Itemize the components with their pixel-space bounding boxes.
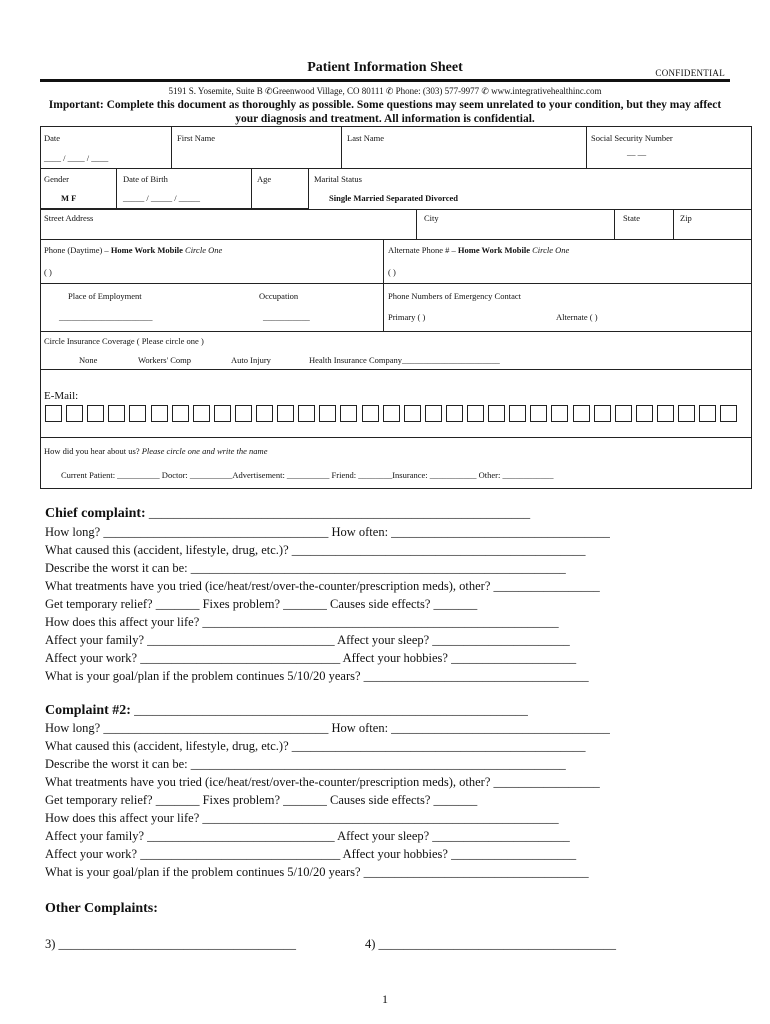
complaint2-blank: _______________________________________________________________ bbox=[130, 703, 528, 717]
email-char-box[interactable] bbox=[594, 405, 611, 422]
referral-label: How did you hear about us? bbox=[44, 446, 140, 456]
email-char-box[interactable] bbox=[404, 405, 421, 422]
email-char-box[interactable] bbox=[615, 405, 632, 422]
ssn-cell[interactable] bbox=[587, 127, 751, 169]
email-char-box[interactable] bbox=[340, 405, 357, 422]
marital-label: Marital Status bbox=[314, 174, 362, 184]
complaint-question-line[interactable]: What is your goal/plan if the problem continues 5/10/20 years? ____________________________________ bbox=[45, 865, 589, 879]
first-name-label: First Name bbox=[177, 133, 216, 143]
city-cell[interactable] bbox=[417, 209, 615, 240]
email-char-box[interactable] bbox=[87, 405, 104, 422]
confidential-label: CONFIDENTIAL bbox=[655, 68, 725, 78]
complaint-question-line[interactable]: Affect your family? ______________________________ Affect your sleep? ______________________ bbox=[45, 829, 570, 843]
alt-phone-label: Alternate Phone # – bbox=[388, 245, 456, 255]
email-char-box[interactable] bbox=[214, 405, 231, 422]
chief-complaint-heading: Chief complaint: bbox=[45, 506, 146, 521]
email-char-box[interactable] bbox=[636, 405, 653, 422]
alt-phone-paren: ( ) bbox=[388, 267, 396, 277]
alt-phone-options[interactable]: Home Work Mobile bbox=[457, 245, 530, 255]
last-name-label: Last Name bbox=[347, 133, 385, 143]
employer-blank: ______________________ bbox=[59, 312, 153, 322]
gender-label: Gender bbox=[44, 174, 70, 184]
dob-cell[interactable] bbox=[117, 169, 252, 209]
email-char-box[interactable] bbox=[66, 405, 83, 422]
complaint-question-line[interactable]: How does this affect your life? _________________________________________________________ bbox=[45, 811, 559, 825]
street-cell[interactable] bbox=[41, 209, 417, 240]
complaint-question-line[interactable]: Affect your work? ________________________________ Affect your hobbies? ____________________ bbox=[45, 651, 577, 665]
date-blank: ____ / ____ / ____ bbox=[44, 153, 109, 163]
zip-label: Zip bbox=[680, 213, 692, 223]
insurance-auto-injury[interactable]: Auto Injury bbox=[231, 355, 271, 365]
date-cell[interactable] bbox=[41, 127, 172, 169]
complaint-question-line[interactable]: How long? ____________________________________ How often: ___________________________________ bbox=[45, 525, 610, 539]
phone-daytime-paren: ( ) bbox=[44, 267, 52, 277]
complaint-question-line[interactable]: What caused this (accident, lifestyle, drug, etc.)? _______________________________________________ bbox=[45, 739, 586, 753]
complaint-question-line[interactable]: What treatments have you tried (ice/heat/rest/over-the-counter/prescription meds), other? _________________ bbox=[45, 579, 600, 593]
phone-daytime-options[interactable]: Home Work Mobile bbox=[110, 245, 183, 255]
email-char-box[interactable] bbox=[256, 405, 273, 422]
dob-blank: _____ / _____ / _____ bbox=[123, 193, 200, 203]
occupation-label: Occupation bbox=[259, 291, 299, 301]
marital-cell[interactable] bbox=[309, 169, 751, 209]
ssn-blank: __ __ bbox=[627, 147, 647, 157]
emergency-primary: Primary ( ) bbox=[388, 312, 426, 322]
patient-form-grid bbox=[40, 126, 752, 489]
complaint-question-line[interactable]: How long? ____________________________________ How often: ___________________________________ bbox=[45, 721, 610, 735]
email-char-box[interactable] bbox=[235, 405, 252, 422]
age-label: Age bbox=[257, 174, 272, 184]
email-char-box[interactable] bbox=[277, 405, 294, 422]
email-char-box[interactable] bbox=[467, 405, 484, 422]
chief-complaint-heading-row[interactable] bbox=[45, 506, 530, 522]
email-char-box[interactable] bbox=[551, 405, 568, 422]
chief-complaint-blank: _____________________________________________________________ bbox=[145, 506, 531, 520]
email-char-box[interactable] bbox=[362, 405, 379, 422]
complaint2-heading-row[interactable] bbox=[45, 703, 528, 719]
email-char-box[interactable] bbox=[193, 405, 210, 422]
complaint-question-line[interactable]: Get temporary relief? _______ Fixes problem? _______ Causes side effects? _______ bbox=[45, 597, 478, 611]
email-label: E-Mail: bbox=[44, 390, 79, 402]
last-name-cell[interactable] bbox=[342, 127, 587, 169]
email-char-box[interactable] bbox=[45, 405, 62, 422]
employer-label: Place of Employment bbox=[68, 291, 142, 301]
referral-options[interactable]: Current Patient: __________ Doctor: __________Advertisement: __________ Friend: ________Insurance: ___________ Other: ____________ bbox=[61, 470, 554, 480]
email-char-box[interactable] bbox=[678, 405, 695, 422]
complaint-question-line[interactable]: Affect your family? ______________________________ Affect your sleep? ______________________ bbox=[45, 633, 570, 647]
email-char-box[interactable] bbox=[425, 405, 442, 422]
email-char-box[interactable] bbox=[172, 405, 189, 422]
emergency-alternate: Alternate ( ) bbox=[556, 312, 598, 322]
email-char-box[interactable] bbox=[573, 405, 590, 422]
other-complaint-4[interactable]: 4) ______________________________________ bbox=[365, 937, 617, 951]
email-char-box[interactable] bbox=[509, 405, 526, 422]
email-char-box[interactable] bbox=[151, 405, 168, 422]
complaint-question-line[interactable]: What is your goal/plan if the problem continues 5/10/20 years? ____________________________________ bbox=[45, 669, 589, 683]
complaint-question-line[interactable]: Describe the worst it can be: ____________________________________________________________ bbox=[45, 757, 566, 771]
insurance-label: Circle Insurance Coverage ( Please circle one ) bbox=[44, 336, 204, 346]
insurance-health[interactable]: Health Insurance Company_______________________ bbox=[309, 355, 500, 365]
alt-phone-circle-one: Circle One bbox=[532, 245, 570, 255]
email-char-box[interactable] bbox=[699, 405, 716, 422]
email-char-box[interactable] bbox=[530, 405, 547, 422]
email-char-box[interactable] bbox=[383, 405, 400, 422]
insurance-workers-comp[interactable]: Workers' Comp bbox=[138, 355, 192, 365]
email-char-box[interactable] bbox=[720, 405, 737, 422]
email-char-box[interactable] bbox=[657, 405, 674, 422]
zip-cell[interactable] bbox=[674, 209, 751, 240]
complaint-question-line[interactable]: Get temporary relief? _______ Fixes problem? _______ Causes side effects? _______ bbox=[45, 793, 478, 807]
state-label: State bbox=[623, 213, 640, 223]
date-label: Date bbox=[44, 133, 61, 143]
insurance-none[interactable]: None bbox=[79, 355, 98, 365]
complaint-question-line[interactable]: How does this affect your life? _________________________________________________________ bbox=[45, 615, 559, 629]
marital-options[interactable]: Single Married Separated Divorced bbox=[329, 193, 458, 203]
complaint-question-line[interactable]: Affect your work? ________________________________ Affect your hobbies? ____________________ bbox=[45, 847, 577, 861]
complaint-question-line[interactable]: What caused this (accident, lifestyle, drug, etc.)? _______________________________________________ bbox=[45, 543, 586, 557]
page-number: 1 bbox=[382, 992, 388, 1006]
emergency-cell[interactable] bbox=[384, 284, 751, 332]
complaint-question-line[interactable]: What treatments have you tried (ice/heat/rest/over-the-counter/prescription meds), other? _________________ bbox=[45, 775, 600, 789]
referral-cell[interactable] bbox=[41, 438, 751, 488]
ssn-label: Social Security Number bbox=[591, 133, 673, 143]
email-char-box[interactable] bbox=[446, 405, 463, 422]
header-rule bbox=[40, 79, 730, 82]
email-boxes[interactable] bbox=[45, 405, 745, 422]
dob-label: Date of Birth bbox=[123, 174, 168, 184]
email-char-box[interactable] bbox=[108, 405, 125, 422]
street-label: Street Address bbox=[44, 213, 94, 223]
employment-cell[interactable] bbox=[41, 284, 384, 332]
other-complaints-heading: Other Complaints: bbox=[45, 901, 158, 916]
gender-options[interactable]: M F bbox=[61, 193, 77, 203]
clinic-address: 5191 S. Yosemite, Suite B ✆Greenwood Village, CO 80111 ✆ Phone: (303) 577-9977 ✆ www.integrativehealthinc.com bbox=[168, 86, 602, 96]
occupation-blank: ___________ bbox=[263, 312, 310, 322]
important-notice: Important: Complete this document as thoroughly as possible. Some questions may seem unrelated to your condition, but they may affect your diagnosis and treatment. All information is confidential. bbox=[48, 99, 722, 125]
other-complaint-3[interactable]: 3) ______________________________________ bbox=[45, 937, 297, 951]
insurance-cell[interactable] bbox=[41, 332, 751, 370]
age-cell[interactable] bbox=[252, 169, 309, 209]
complaint-question-line[interactable]: Describe the worst it can be: ____________________________________________________________ bbox=[45, 561, 566, 575]
phone-daytime-cell[interactable] bbox=[41, 240, 384, 284]
emergency-label: Phone Numbers of Emergency Contact bbox=[388, 291, 521, 301]
email-char-box[interactable] bbox=[488, 405, 505, 422]
email-char-box[interactable] bbox=[298, 405, 315, 422]
email-cell[interactable] bbox=[41, 370, 751, 438]
email-char-box[interactable] bbox=[129, 405, 146, 422]
email-char-box[interactable] bbox=[319, 405, 336, 422]
first-name-cell[interactable] bbox=[172, 127, 342, 169]
phone-circle-one: Circle One bbox=[185, 245, 223, 255]
complaint2-heading: Complaint #2: bbox=[45, 703, 131, 718]
referral-note: Please circle one and write the name bbox=[141, 446, 268, 456]
page-title: Patient Information Sheet bbox=[307, 60, 463, 75]
phone-daytime-label: Phone (Daytime) – bbox=[44, 245, 109, 255]
alt-phone-cell[interactable] bbox=[384, 240, 751, 284]
city-label: City bbox=[424, 213, 439, 223]
gender-cell[interactable] bbox=[41, 169, 117, 209]
state-cell[interactable] bbox=[615, 209, 674, 240]
